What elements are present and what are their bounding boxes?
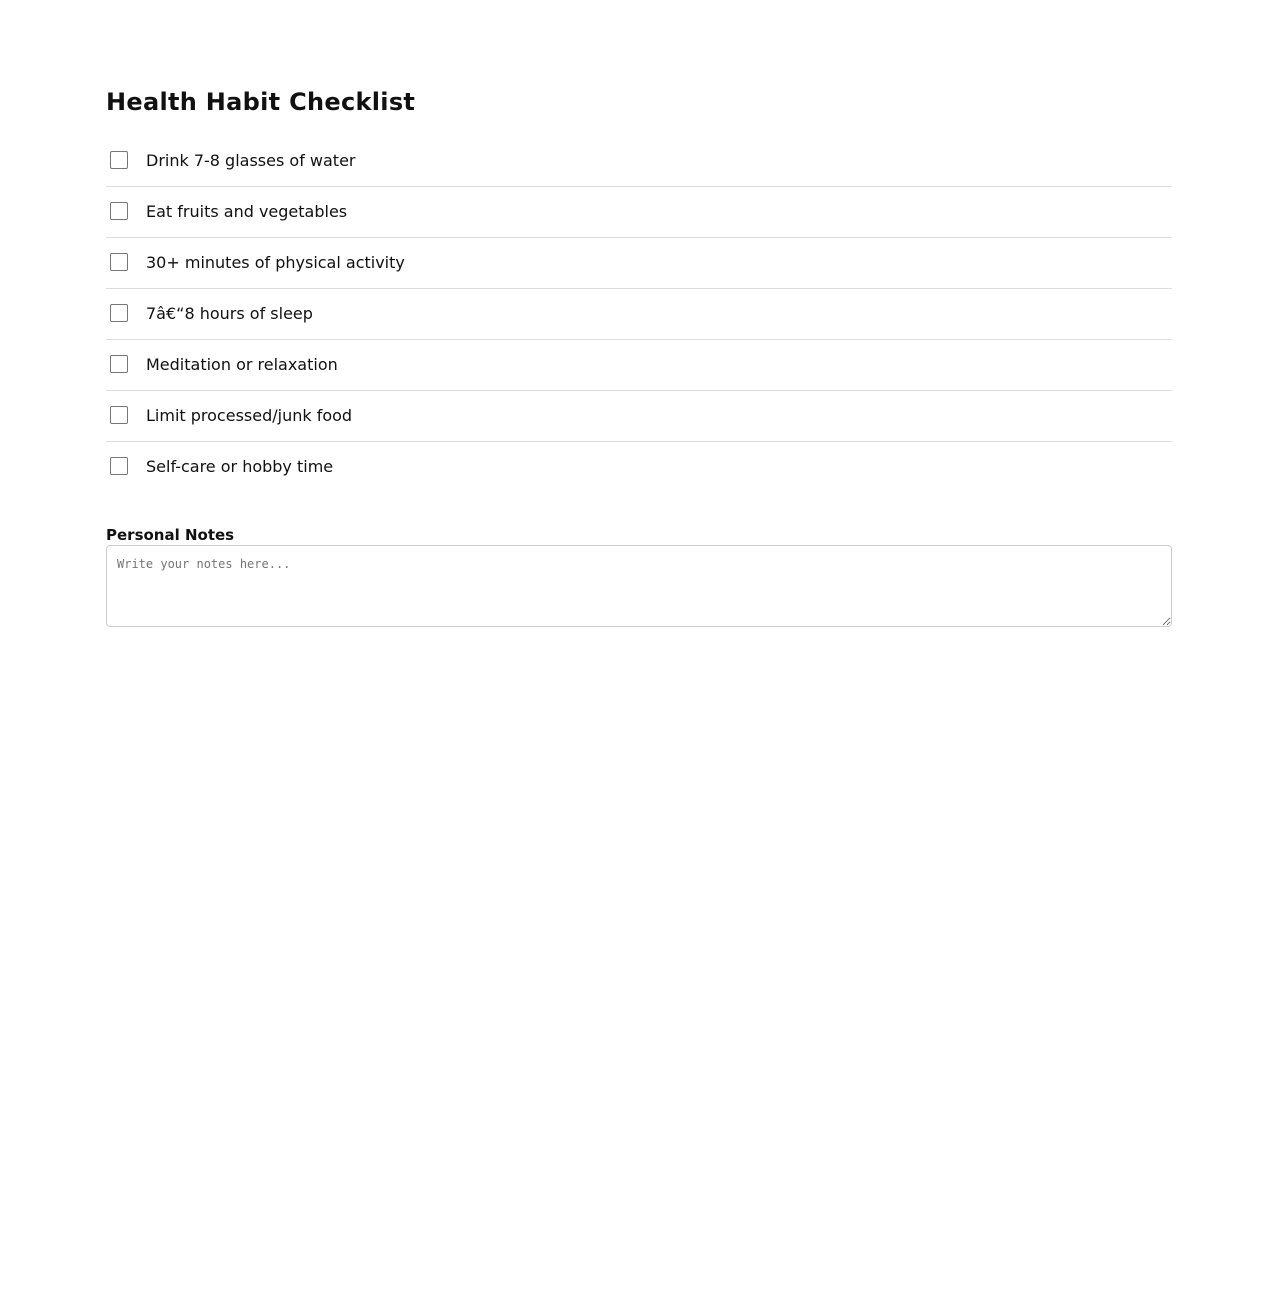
notes-textarea[interactable] [106,545,1172,627]
habit-label[interactable]: Eat fruits and vegetables [146,202,348,221]
habit-label[interactable]: 30+ minutes of physical activity [146,253,405,272]
habit-item [106,238,1172,289]
habit-checkbox[interactable] [110,406,128,424]
habit-checkbox[interactable] [110,457,128,475]
notes-label: Personal Notes [106,526,235,544]
page-title: Health Habit Checklist [106,88,416,116]
habit-item [106,187,1172,238]
habit-item [106,340,1172,391]
habit-checkbox[interactable] [110,355,128,373]
habit-item [106,289,1172,340]
habit-label[interactable]: Drink 7-8 glasses of water [146,151,356,170]
habit-checkbox[interactable] [110,253,128,271]
habit-item [106,136,1172,187]
habit-checkbox[interactable] [110,304,128,322]
habit-checkbox[interactable] [110,202,128,220]
habit-checkbox[interactable] [110,151,128,169]
habit-label[interactable]: 7â€“8 hours of sleep [146,304,313,323]
habit-list [106,136,1172,492]
habit-label[interactable]: Meditation or relaxation [146,355,338,374]
habit-label[interactable]: Self-care or hobby time [146,457,334,476]
habit-label[interactable]: Limit processed/junk food [146,406,353,425]
habit-item [106,442,1172,492]
habit-item [106,391,1172,442]
